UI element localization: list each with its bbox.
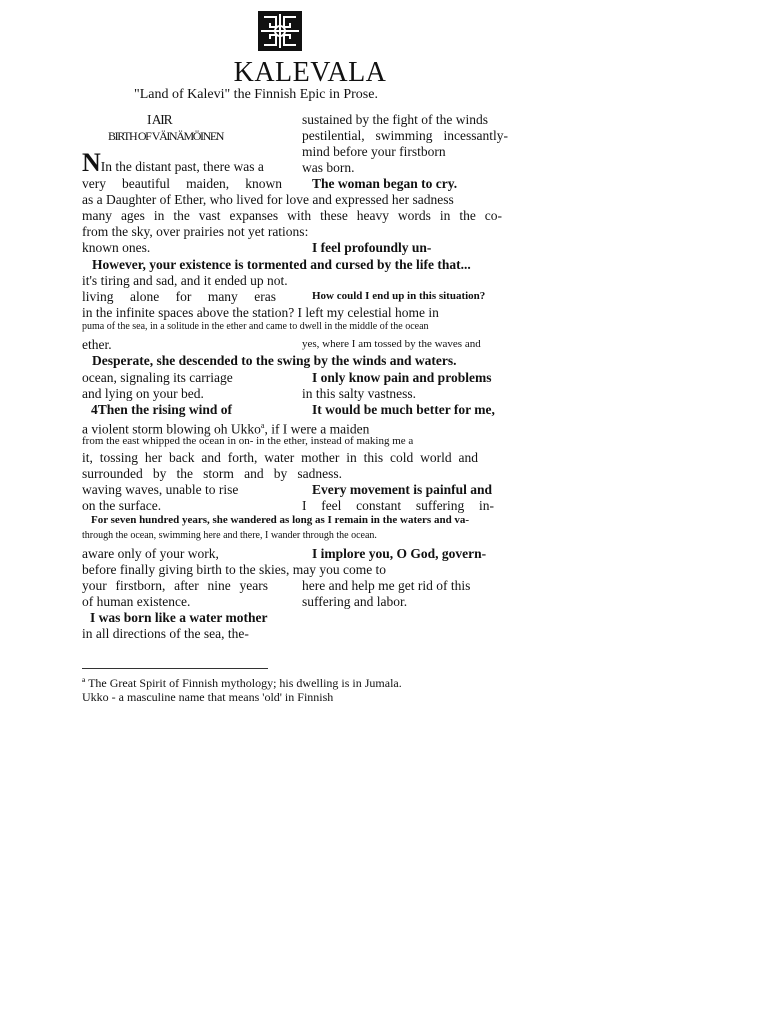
text-line: The woman began to cry.	[312, 176, 458, 191]
text-line: I only know pain and problems	[312, 370, 492, 385]
text-line: 4Then the rising wind of	[91, 402, 233, 417]
text-line: a violent storm blowing oh Ukko	[82, 421, 261, 437]
text-line: , if I were a maiden	[264, 421, 370, 437]
document-title: KALEVALA	[233, 57, 387, 88]
text-line: pestilential, swimming incessantly-	[302, 128, 508, 143]
text-line: it's tiring and sad, and it ended up not.	[82, 273, 288, 288]
text-line: it, tossing her back and forth, water mother in this cold world and	[82, 450, 478, 465]
footnote: ª The Great Spirit of Finnish mythology; his dwelling is in Jumala.	[82, 676, 402, 690]
text-line: and lying on your bed.	[82, 386, 204, 401]
section-subheading: BIRTH OF VÄINÄMÖINEN	[108, 129, 224, 143]
text-line: before finally giving birth to the skies, may you come to	[82, 562, 387, 577]
text-line: sustained by the fight of the winds	[302, 112, 488, 127]
text-line: here and help me get rid of this	[302, 578, 471, 593]
celtic-knot-ornament-icon	[258, 11, 302, 51]
text-line: ocean, signaling its carriage	[82, 370, 233, 385]
text-line: For seven hundred years, she wandered as long as I remain in the waters and va-	[91, 514, 470, 526]
text-line: in all directions of the sea, the-	[82, 626, 249, 641]
text-line: Desperate, she descended to the swing by the winds and waters.	[92, 353, 457, 368]
text-line: in this salty vastness.	[302, 386, 416, 401]
text-line: as a Daughter of Ether, who lived for love and expressed her sadness	[82, 192, 454, 207]
text-line: I was born like a water mother	[90, 610, 268, 625]
footnote-divider	[82, 668, 268, 669]
text-line: I feel profoundly un-	[312, 240, 432, 255]
text-line: ether.	[82, 337, 112, 352]
text-line: very beautiful maiden, known	[82, 176, 282, 191]
text-line: puma of the sea, in a solitude in the ether and came to dwell in the middle of the ocean	[82, 321, 429, 332]
text-line: However, your existence is tormented and cursed by the life that...	[92, 257, 471, 272]
text-line: surrounded by the storm and by sadness.	[82, 466, 342, 481]
text-line: suffering and labor.	[302, 594, 408, 609]
drop-cap: N	[82, 148, 101, 177]
text-line: living alone for many eras	[82, 289, 276, 304]
text-line: aware only of your work,	[82, 546, 219, 561]
text-line: your firstborn, after nine years	[82, 578, 268, 593]
text-line: How could I end up in this situation?	[312, 290, 486, 302]
text-line: known ones.	[82, 240, 151, 255]
section-heading: I AIR	[147, 112, 172, 127]
footnote-marker: a	[260, 421, 265, 430]
document-subtitle: "Land of Kalevi" the Finnish Epic in Prose.	[134, 87, 378, 102]
text-line: waving waves, unable to rise	[82, 482, 239, 497]
text-line: of human existence.	[82, 594, 191, 609]
text-line: through the ocean, swimming here and there, I wander through the ocean.	[82, 530, 377, 541]
text-line: It would be much better for me,	[312, 402, 495, 417]
text-line: was born.	[302, 160, 355, 175]
text-line: from the sky, over prairies not yet rations:	[82, 224, 309, 239]
text-line: In the distant past, there was a	[100, 159, 264, 174]
text-line: many ages in the vast expanses with these heavy words in the co-	[82, 208, 502, 223]
text-line: yes, where I am tossed by the waves and	[302, 338, 481, 350]
text-line: I implore you, O God, govern-	[312, 546, 487, 561]
text-line: Every movement is painful and	[312, 482, 493, 497]
text-line: on the surface.	[82, 498, 162, 513]
text-line: I feel constant suffering in-	[302, 498, 494, 513]
footnote: Ukko - a masculine name that means 'old' in Finnish	[82, 690, 334, 704]
text-line: mind before your firstborn	[302, 144, 446, 159]
text-line: from the east whipped the ocean in on- in the ether, instead of making me a	[82, 435, 414, 447]
text-line: in the infinite spaces above the station? I left my celestial home in	[82, 305, 439, 320]
drop-cap-line	[82, 148, 264, 177]
